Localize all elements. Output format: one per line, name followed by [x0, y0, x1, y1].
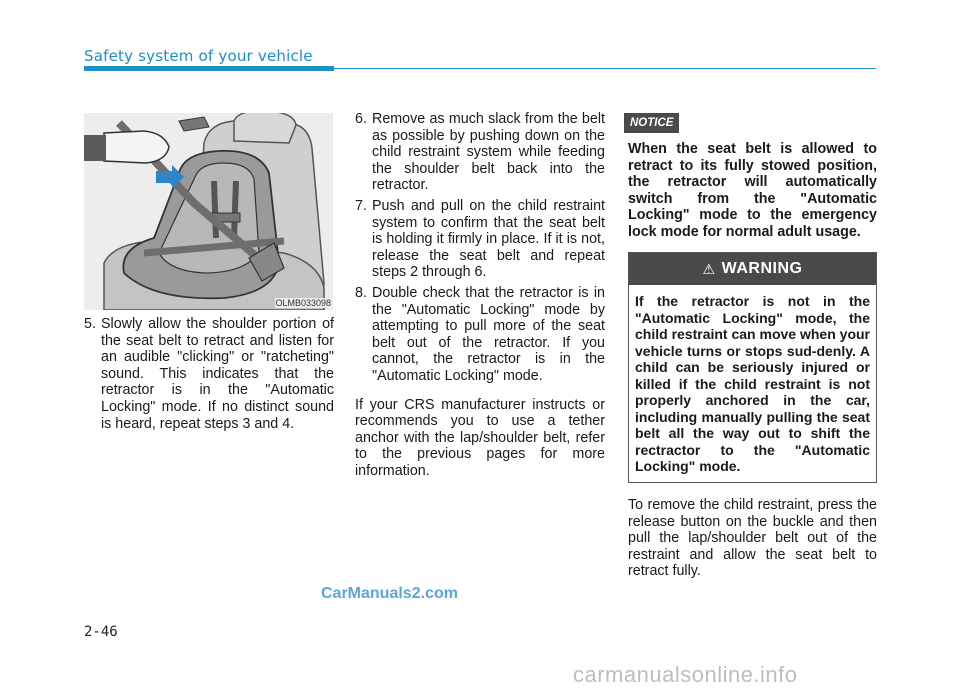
column-left [84, 316, 334, 436]
column-middle [355, 111, 605, 479]
header-accent-bar [84, 66, 334, 71]
watermark-site: carmanualsonline.info [573, 662, 798, 687]
notice-badge: NOTICE [624, 113, 679, 133]
belt-latch-plate [179, 117, 209, 131]
removal-paragraph: To remove the child restraint, press the release button on the buckle and then pull the lap/shoulder belt out of the restraint and allow the seat belt to retract fully. [628, 497, 877, 580]
step-text: Remove as much slack from the belt as possible by pushing down on the child restraint system while feeding the shoulder belt back into the retractor. [372, 111, 605, 194]
child-seat-drawing [84, 113, 333, 310]
crs-paragraph: If your CRS manufacturer instructs or recommends you to use a tether anchor with the lap/shoulder belt, refer to the previous pages for more information. [355, 396, 605, 479]
step-text: Slowly allow the shoulder portion of the seat belt to retract and listen for an audible "clicking" or "ratcheting" sound. This indicates that the retractor is in the "Automatic Locking" mode. If no distinct sound is heard, repeat steps 3 and 4. [101, 316, 334, 432]
step-number: 6. [355, 111, 367, 127]
warning-header [629, 253, 876, 285]
section-title: Safety system of your vehicle [84, 47, 313, 65]
column-right [628, 113, 877, 241]
sleeve [84, 135, 106, 161]
step-5 [84, 316, 334, 432]
watermark-link[interactable]: CarManuals2.com [321, 585, 458, 602]
step-number: 5. [84, 316, 96, 332]
notice-text: When the seat belt is allowed to retract to its fully stowed position, the retractor will automatically switch from the "Automatic Locking" mode to the emergency lock mode for normal adult usage. [628, 141, 877, 240]
headrest [234, 113, 296, 143]
header-rule [334, 68, 876, 69]
step-text: Double check that the retractor is in the "Automatic Locking" mode by attempting to pull more of the seat belt out of the retractor. If you cannot, the retractor is in the "Automatic Locking" mode. [372, 284, 605, 384]
step-8 [355, 285, 605, 385]
warning-title: WARNING [721, 260, 803, 277]
step-text: Push and pull on the child restraint system to confirm that the seat belt is holding it firmly in place. If it is not, release the seat belt and repeat steps 2 through 6. [372, 197, 605, 281]
warning-triangle-icon: ⚠ [702, 260, 716, 277]
step-number: 7. [355, 197, 367, 214]
step-number: 8. [355, 284, 367, 301]
figure-code: OLMB033098 [275, 298, 331, 308]
step-6 [355, 111, 605, 194]
warning-text: If the retractor is not in the "Automatic Locking" mode, the child restraint can move when your vehicle turns or stops sud-denly. A child can be seriously injured or killed if the child restraint is not properly anchored in the car, including manually pulling the seat belt all the way out to shift the rectractor to the "Automatic Locking" mode. [635, 293, 870, 474]
warning-box [628, 252, 877, 483]
hand-pulling-belt [104, 131, 169, 163]
page-number: 2-46 [84, 624, 118, 640]
step-7 [355, 198, 605, 281]
child-seat-illustration [84, 113, 333, 310]
